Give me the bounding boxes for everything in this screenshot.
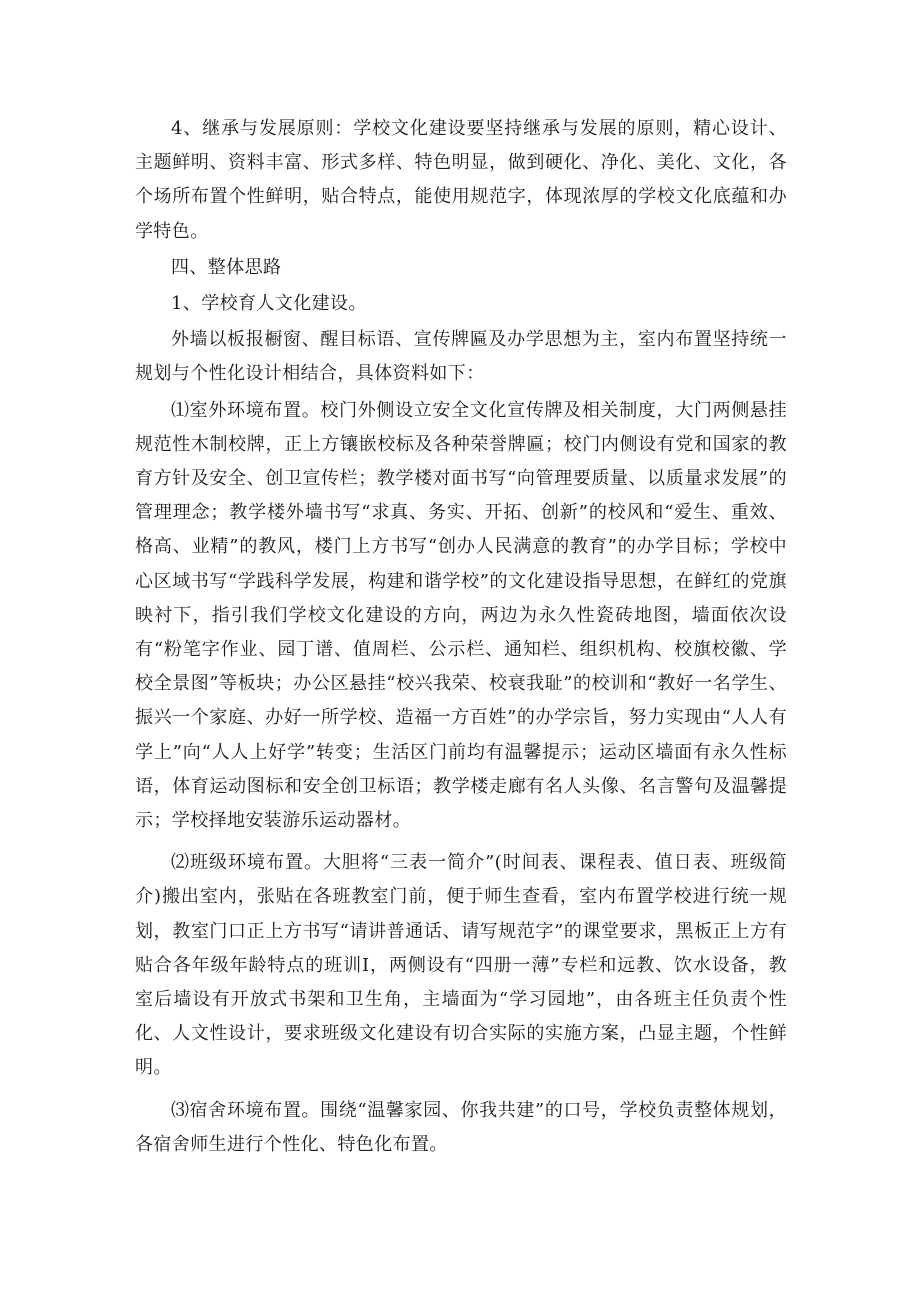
- document-page: [135, 112, 787, 1162]
- paragraph-outdoor-environment: ⑴室外环境布置。校门外侧设立安全文化宣传牌及相关制度，大门两侧悬挂规范性木制校牌，正上方镶嵌校标及各种荣誉牌匾；校门内侧设有党和国家的教育方针及安全、创卫宣传栏；教学楼对面书写“向管理要质量、以质量求发展”的管理理念；教学楼外墙书写“求真、务实、开拓、创新”的校风和“爱生、重效、格高、业精”的教风，楼门上方书写“创办人民满意的教育”的办学目标；学校中心区域书写“学践科学发展，构建和谐学校”的文化建设指导思想，在鲜红的党旗映衬下，指引我们学校文化建设的方向，两边为永久性瓷砖地图，墙面依次设有“粉笔字作业、园丁谱、值周栏、公示栏、通知栏、组织机构、校旗校徽、学校全景图”等板块；办公区悬挂“校兴我荣、校衰我耻”的校训和“教好一名学生、振兴一个家庭、办好一所学校、造福一方百姓”的办学宗旨，努力实现由“人人有学上”向“人人上好学”转变；生活区门前均有温馨提示；运动区墙面有永久性标语，体育运动图标和安全创卫标语；教学楼走廊有名人头像、名言警句及温馨提示；学校择地安装游乐运动器材。: [135, 399, 787, 832]
- paragraph-dormitory-environment: ⑶宿舍环境布置。围绕“温馨家园、你我共建”的口号，学校负责整体规划，各宿舍师生进行个性化、特色化布置。: [135, 1099, 787, 1155]
- paragraph-intro: 外墙以板报橱窗、醒目标语、宣传牌匾及办学思想为主，室内布置坚持统一规划与个性化设计相结合，具体资料如下：: [135, 329, 787, 385]
- paragraph-principle-4: 4、继承与发展原则：学校文化建设要坚持继承与发展的原则，精心设计、主题鲜明、资料丰富、形式多样、特色明显，做到硬化、净化、美化、文化，各个场所布置个性鲜明，贴合特点，能使用规范字，体现浓厚的学校文化底蕴和办学特色。: [135, 118, 787, 242]
- paragraph-classroom-environment: ⑵班级环境布置。大胆将“三表一简介”(时间表、课程表、值日表、班级简介)搬出室内，张贴在各班教室门前，便于师生查看，室内布置学校进行统一规划，教室门口正上方书写“请讲普通话、请写规范字”的课堂要求，黑板正上方有贴合各年级年龄特点的班训I，两侧设有“四册一薄”专栏和远教、饮水设备，教室后墙设有开放式书架和卫生角，主墙面为“学习园地”，由各班主任负责个性化、人文性设计，要求班级文化建设有切合实际的实施方案，凸显主题，个性鲜明。: [135, 852, 787, 1079]
- heading-school-culture: 1、学校育人文化建设。: [171, 293, 367, 315]
- heading-overall-approach: 四、整体思路: [171, 256, 282, 278]
